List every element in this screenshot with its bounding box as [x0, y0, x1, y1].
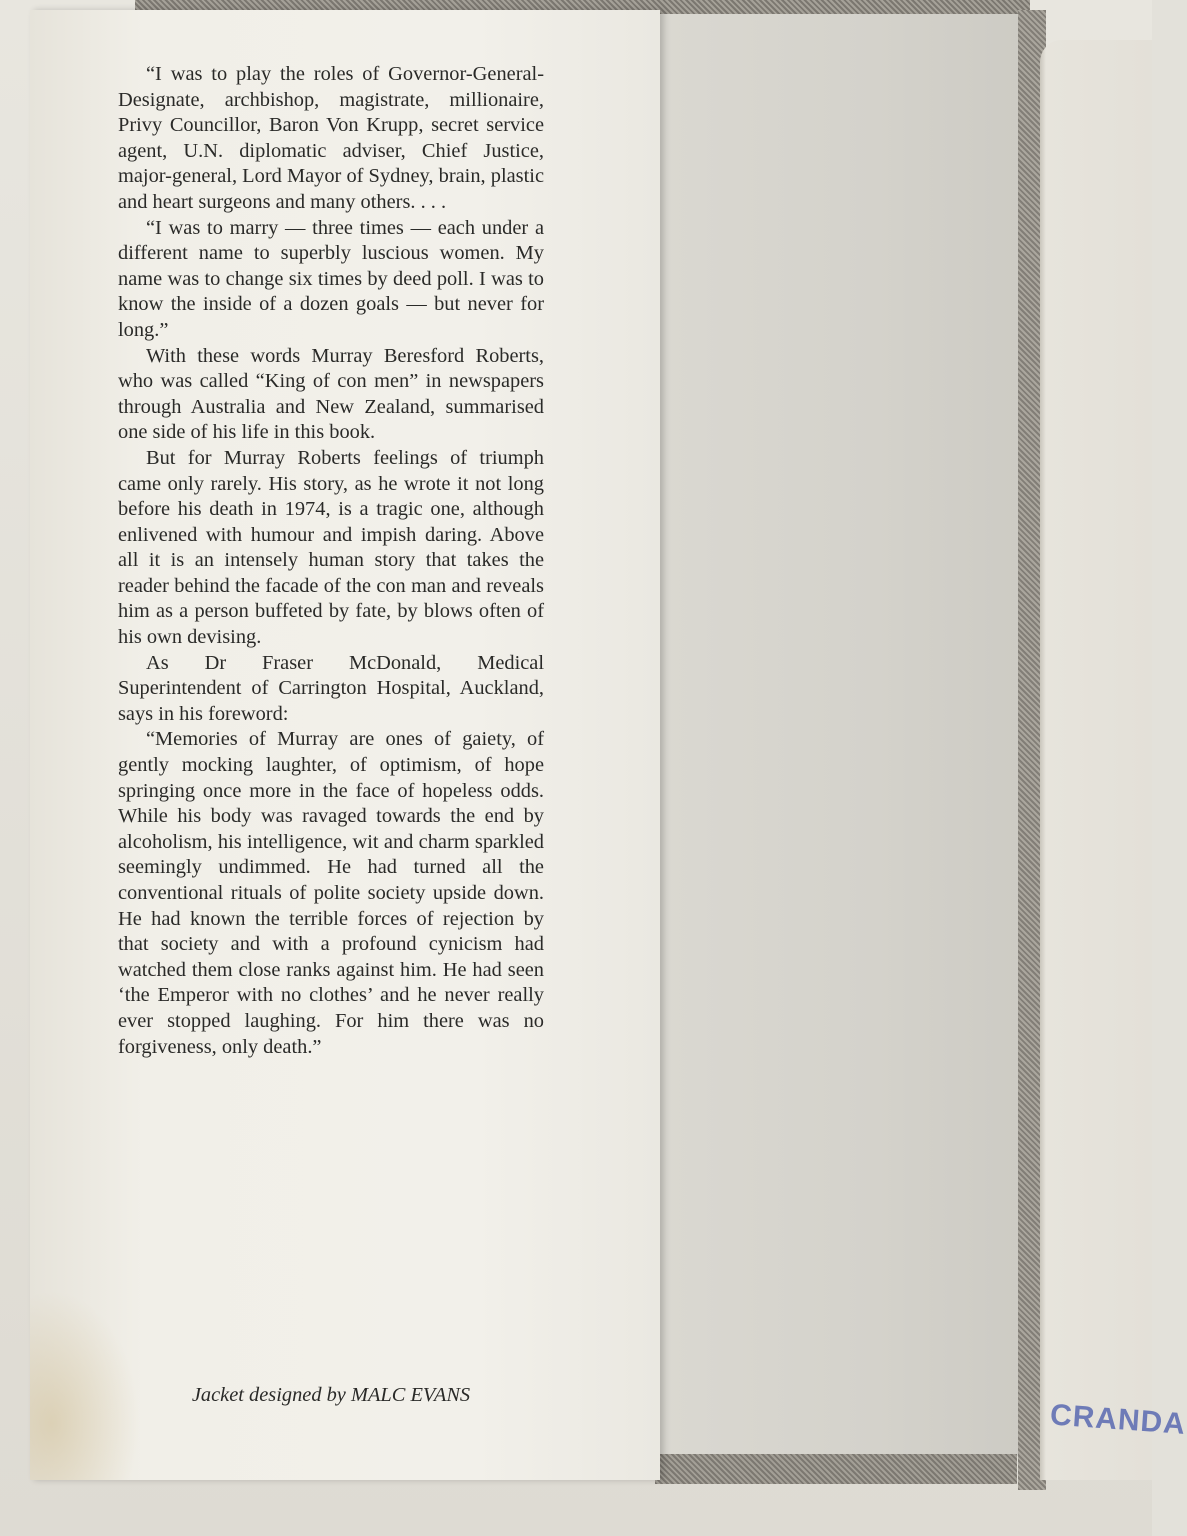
inner-cover-board [660, 14, 1020, 1456]
credit-prefix: Jacket designed by [191, 1384, 346, 1406]
book-cloth-bottom-edge [655, 1454, 1017, 1484]
endpaper-page [1040, 40, 1187, 1480]
blurb-paragraph: “I was to play the roles of Governor-General-Designate, archbishop, magistrate, millionaire, Privy Councillor, Baron Von Krupp, secret service agent, U.N. diplomatic adviser, Chief Justice, major-general, Lord Mayor of Sydney, brain, plastic and heart surgeons and many others. . . . [118, 63, 544, 213]
credit-designer: MALC EVANS [350, 1384, 471, 1406]
blurb-paragraph: “I was to marry — three times — each under a different name to superbly luscious women. My name was to change six times by deed poll. I was to know the inside of a dozen goals — but never for long.” [118, 216, 544, 341]
ink-stamp: CRANDA [1049, 1398, 1187, 1441]
blurb-paragraph: “Memories of Murray are ones of gaiety, of gently mocking laughter, of optimism, of hope springing once more in the face of hopeless odds. While his body was ravaged towards the end by alcoholism, his intelligence, wit and charm sparkled seemingly undimmed. He had turned all the conventional rituals of polite society upside down. He had known the terrible forces of rejection by that society and with a profound cynicism had watched them close ranks against him. He had seen ‘the Emperor with no clothes’ and he never really ever stopped laughing. For him there was no forgiveness, only death.” [118, 728, 544, 1058]
blurb-paragraph: As Dr Fraser McDonald, Medical Superintendent of Carrington Hospital, Auckland, says in his foreword: [118, 651, 544, 725]
blurb-paragraph: But for Murray Roberts feelings of triumph came only rarely. His story, as he wrote it not long before his death in 1974, is a tragic one, although enlivened with humour and impish daring. Above all it is an intensely human story that takes the reader behind the facade of the con man and reveals him as a person buffeted by fate, by blows often of his own devising. [118, 446, 544, 649]
jacket-credit [118, 1384, 544, 1407]
jacket-blurb [118, 62, 544, 1060]
blurb-paragraph: With these words Murray Beresford Roberts, who was called “King of con men” in newspapers through Australia and New Zealand, summarised one side of his life in this book. [118, 344, 544, 444]
